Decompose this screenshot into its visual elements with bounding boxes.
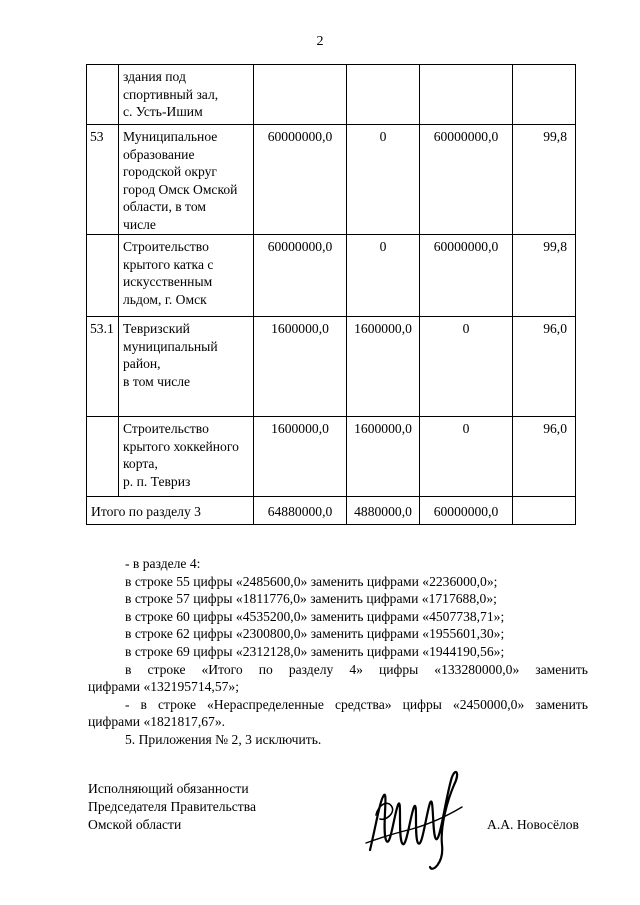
item-5: 5. Приложения № 2, 3 исключить. xyxy=(125,731,322,747)
table-row xyxy=(87,417,576,497)
value-cell: 0 xyxy=(347,125,420,235)
value-cell xyxy=(254,65,347,125)
total-row xyxy=(87,497,576,525)
section-4-heading: - в разделе 4: xyxy=(125,556,201,571)
table-row xyxy=(87,317,576,417)
budget-table xyxy=(86,64,576,525)
row-name-cell: Муниципальное образование городской округ город Омск Омской области, в том числе xyxy=(119,125,254,235)
value-cell xyxy=(347,65,420,125)
value-cell: 1600000,0 xyxy=(254,317,347,417)
table-row xyxy=(87,125,576,235)
value-cell: 60000000,0 xyxy=(420,235,513,317)
row-name-cell: Строительство крытого катка с искусственным льдом, г. Омск xyxy=(119,235,254,317)
page-number: 2 xyxy=(316,34,324,49)
signatory-line: Омской области xyxy=(88,817,182,832)
total-value-cell: 60000000,0 xyxy=(420,497,513,525)
percent-cell xyxy=(513,65,576,125)
value-cell: 0 xyxy=(420,417,513,497)
row-name-cell: Тевризский муниципальный район, в том числе xyxy=(119,317,254,417)
amendment-line: в строке 69 цифры «2312128,0» заменить цифрами «1944190,56»; xyxy=(125,643,505,659)
signatory-title xyxy=(88,780,256,834)
row-name-cell: здания под спортивный зал, с. Усть-Ишим xyxy=(119,65,254,125)
value-cell: 60000000,0 xyxy=(420,125,513,235)
value-cell: 1600000,0 xyxy=(254,417,347,497)
value-cell: 1600000,0 xyxy=(347,417,420,497)
signer-name: А.А. Новосёлов xyxy=(487,817,579,832)
value-cell: 60000000,0 xyxy=(254,235,347,317)
value-cell: 0 xyxy=(420,317,513,417)
percent-cell: 99,8 xyxy=(513,125,576,235)
percent-cell: 96,0 xyxy=(513,317,576,417)
total-value-cell: 4880000,0 xyxy=(347,497,420,525)
row-number-cell xyxy=(87,417,119,497)
amendment-line: цифрами «1821817,67». xyxy=(88,714,226,730)
value-cell: 60000000,0 xyxy=(254,125,347,235)
total-label: Итого по разделу 3 xyxy=(87,497,254,525)
row-name-cell: Строительство крытого хоккейного корта, р. п. Тевриз xyxy=(119,417,254,497)
value-cell xyxy=(420,65,513,125)
row-number-cell xyxy=(87,65,119,125)
signatory-line: Исполняющий обязанности xyxy=(88,781,249,796)
table-row xyxy=(87,65,576,125)
total-value-cell: 64880000,0 xyxy=(254,497,347,525)
amendment-line: в строке 55 цифры «2485600,0» заменить цифрами «2236000,0»; xyxy=(125,573,498,589)
total-value-cell xyxy=(513,497,576,525)
amendment-line: цифрами «132195714,57»; xyxy=(88,679,239,695)
row-number-cell xyxy=(87,235,119,317)
table-row xyxy=(87,235,576,317)
percent-cell: 96,0 xyxy=(513,417,576,497)
amendment-line: в строке 57 цифры «1811776,0» заменить цифрами «1717688,0»; xyxy=(125,591,497,607)
amendment-text xyxy=(88,555,588,749)
row-number-cell: 53 xyxy=(87,125,119,235)
amendment-line: в строке 60 цифры «4535200,0» заменить цифрами «4507738,71»; xyxy=(125,608,505,624)
amendment-line: - в строке «Нераспределенные средства» цифры «2450000,0» заменить xyxy=(125,696,588,712)
row-number-cell: 53.1 xyxy=(87,317,119,417)
value-cell: 0 xyxy=(347,235,420,317)
value-cell: 1600000,0 xyxy=(347,317,420,417)
handwritten-signature xyxy=(362,755,472,875)
amendment-line: в строке 62 цифры «2300800,0» заменить цифрами «1955601,30»; xyxy=(125,626,505,642)
amendment-line: в строке «Итого по разделу 4» цифры «133280000,0» заменить xyxy=(125,661,588,677)
signatory-line: Председателя Правительства xyxy=(88,799,256,814)
percent-cell: 99,8 xyxy=(513,235,576,317)
